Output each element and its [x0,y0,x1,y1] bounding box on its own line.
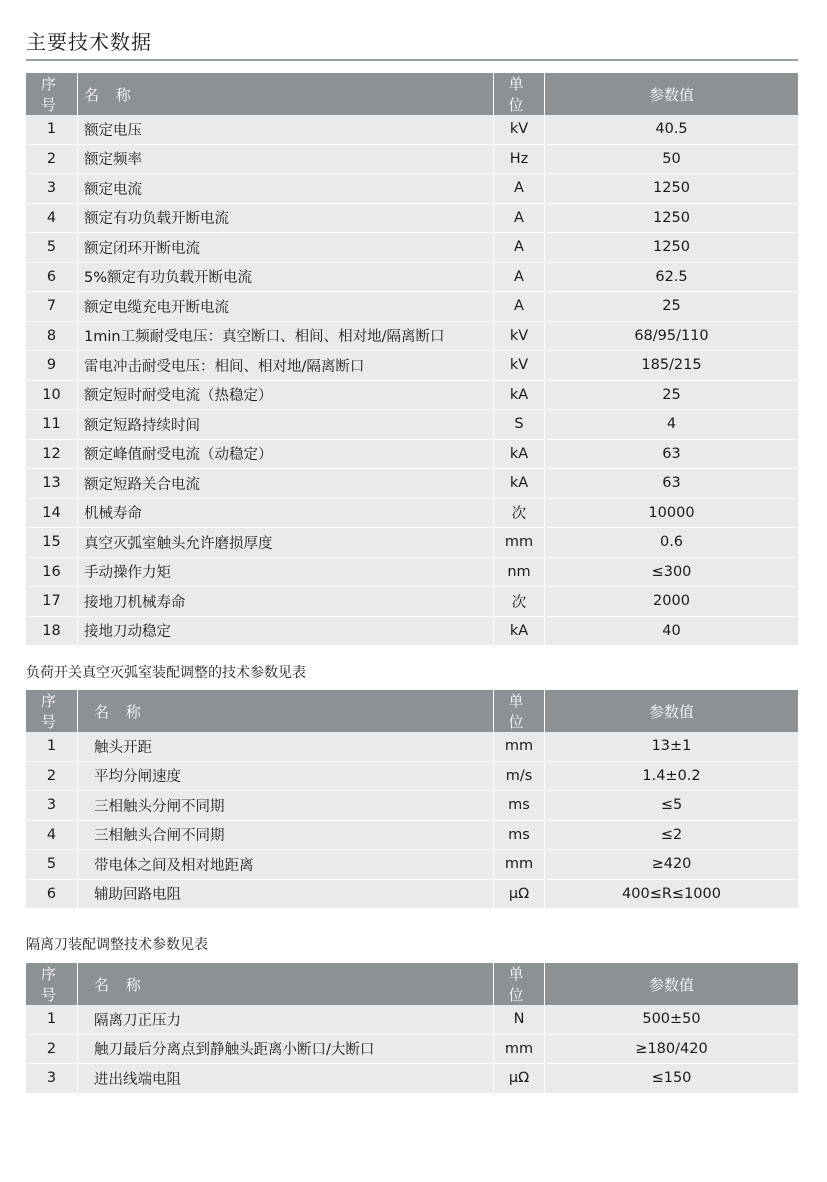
param-unit: Hz [494,145,545,175]
table-row [26,1005,798,1035]
header-name: 名 称 [78,690,494,732]
param-unit: kV [494,351,545,381]
param-value: ≤150 [545,1064,798,1094]
param-name: 额定电流 [78,174,494,204]
row-number: 17 [26,587,78,617]
param-name: 5%额定有功负载开断电流 [78,263,494,293]
param-unit: ms [494,791,545,821]
row-number: 2 [26,762,78,792]
param-unit: m/s [494,762,545,792]
table-row [26,617,798,647]
param-value: 25 [545,381,798,411]
param-name: 额定电压 [78,115,494,145]
header-value: 参数值 [545,963,798,1005]
param-unit: A [494,263,545,293]
param-name: 进出线端电阻 [78,1064,494,1094]
row-number: 6 [26,880,78,910]
param-value: 63 [545,469,798,499]
param-unit: mm [494,732,545,762]
header-unit: 单 位 [494,963,545,1005]
param-unit: nm [494,558,545,588]
header-value: 参数值 [545,73,798,115]
table-row [26,263,798,293]
param-name: 额定闭环开断电流 [78,233,494,263]
param-name: 隔离刀正压力 [78,1005,494,1035]
param-value: ≥420 [545,850,798,880]
row-number: 13 [26,469,78,499]
param-name: 机械寿命 [78,499,494,529]
param-name: 额定短时耐受电流（热稳定） [78,381,494,411]
param-value: ≥180/420 [545,1035,798,1065]
param-value: 2000 [545,587,798,617]
param-value: ≤5 [545,791,798,821]
param-value: ≤300 [545,558,798,588]
load-switch-adjustment-table [26,690,798,909]
param-name: 额定电缆充电开断电流 [78,292,494,322]
param-value: 62.5 [545,263,798,293]
table-row [26,732,798,762]
row-number: 9 [26,351,78,381]
header-no: 序 号 [26,963,78,1005]
disconnector-adjustment-table [26,963,798,1094]
param-unit: μΩ [494,1064,545,1094]
table-header-row [26,73,798,115]
table-row [26,440,798,470]
row-number: 8 [26,322,78,352]
param-unit: kA [494,381,545,411]
table-row [26,292,798,322]
table-header-row [26,690,798,732]
table-row [26,791,798,821]
table-row [26,1064,798,1094]
row-number: 1 [26,1005,78,1035]
row-number: 3 [26,791,78,821]
table-row [26,233,798,263]
row-number: 7 [26,292,78,322]
row-number: 18 [26,617,78,647]
param-value: 0.6 [545,528,798,558]
row-number: 3 [26,174,78,204]
table-row [26,204,798,234]
main-tech-data-table [26,73,798,646]
param-value: 1.4±0.2 [545,762,798,792]
row-number: 16 [26,558,78,588]
header-unit: 单 位 [494,73,545,115]
param-unit: mm [494,1035,545,1065]
header-name: 名 称 [78,73,494,115]
param-name: 额定有功负载开断电流 [78,204,494,234]
param-unit: kA [494,469,545,499]
param-unit: mm [494,528,545,558]
param-value: 68/95/110 [545,322,798,352]
param-name: 雷电冲击耐受电压：相间、相对地/隔离断口 [78,351,494,381]
table-row [26,322,798,352]
param-name: 接地刀动稳定 [78,617,494,647]
param-name: 平均分闸速度 [78,762,494,792]
param-value: 40.5 [545,115,798,145]
param-value: ≤2 [545,821,798,851]
table-row [26,145,798,175]
header-no: 序 号 [26,73,78,115]
row-number: 12 [26,440,78,470]
param-name: 带电体之间及相对地距离 [78,850,494,880]
param-unit: kV [494,322,545,352]
param-name: 额定峰值耐受电流（动稳定） [78,440,494,470]
param-name: 额定短路关合电流 [78,469,494,499]
param-value: 1250 [545,204,798,234]
title-divider [26,59,798,61]
param-unit: S [494,410,545,440]
row-number: 15 [26,528,78,558]
row-number: 11 [26,410,78,440]
param-name: 1min工频耐受电压：真空断口、相间、相对地/隔离断口 [78,322,494,352]
table-row [26,880,798,910]
row-number: 4 [26,204,78,234]
row-number: 4 [26,821,78,851]
row-number: 14 [26,499,78,529]
param-value: 500±50 [545,1005,798,1035]
table-row [26,528,798,558]
param-name: 辅助回路电阻 [78,880,494,910]
table-row [26,558,798,588]
param-name: 三相触头分闸不同期 [78,791,494,821]
param-unit: kV [494,115,545,145]
table-header-row [26,963,798,1005]
table-row [26,115,798,145]
param-value: 1250 [545,174,798,204]
table-caption-load-switch: 负荷开关真空灭弧室装配调整的技术参数见表 [26,665,306,681]
param-unit: A [494,174,545,204]
page-title: 主要技术数据 [26,30,152,54]
param-unit: kA [494,617,545,647]
table-row [26,351,798,381]
param-value: 4 [545,410,798,440]
param-value: 1250 [545,233,798,263]
header-value: 参数值 [545,690,798,732]
param-value: 25 [545,292,798,322]
param-value: 185/215 [545,351,798,381]
param-unit: 次 [494,587,545,617]
header-no: 序 号 [26,690,78,732]
param-unit: A [494,233,545,263]
param-name: 真空灭弧室触头允许磨损厚度 [78,528,494,558]
param-unit: 次 [494,499,545,529]
row-number: 10 [26,381,78,411]
param-name: 额定频率 [78,145,494,175]
param-name: 触刀最后分离点到静触头距离小断口/大断口 [78,1035,494,1065]
param-name: 三相触头合闸不同期 [78,821,494,851]
param-value: 10000 [545,499,798,529]
header-name: 名 称 [78,963,494,1005]
param-unit: μΩ [494,880,545,910]
param-name: 额定短路持续时间 [78,410,494,440]
param-value: 13±1 [545,732,798,762]
row-number: 6 [26,263,78,293]
param-value: 400≤R≤1000 [545,880,798,910]
table-row [26,1035,798,1065]
row-number: 5 [26,850,78,880]
param-value: 50 [545,145,798,175]
row-number: 2 [26,145,78,175]
table-row [26,821,798,851]
param-unit: A [494,292,545,322]
table-row [26,174,798,204]
param-unit: N [494,1005,545,1035]
table-row [26,499,798,529]
row-number: 1 [26,732,78,762]
table-row [26,381,798,411]
param-unit: mm [494,850,545,880]
row-number: 5 [26,233,78,263]
param-name: 接地刀机械寿命 [78,587,494,617]
param-value: 40 [545,617,798,647]
param-unit: A [494,204,545,234]
header-unit: 单 位 [494,690,545,732]
table-row [26,410,798,440]
param-value: 63 [545,440,798,470]
table-row [26,762,798,792]
table-caption-disconnector: 隔离刀装配调整技术参数见表 [26,937,208,953]
table-row [26,469,798,499]
param-unit: ms [494,821,545,851]
param-name: 手动操作力矩 [78,558,494,588]
row-number: 1 [26,115,78,145]
param-unit: kA [494,440,545,470]
param-name: 触头开距 [78,732,494,762]
table-row [26,850,798,880]
table-row [26,587,798,617]
row-number: 3 [26,1064,78,1094]
row-number: 2 [26,1035,78,1065]
